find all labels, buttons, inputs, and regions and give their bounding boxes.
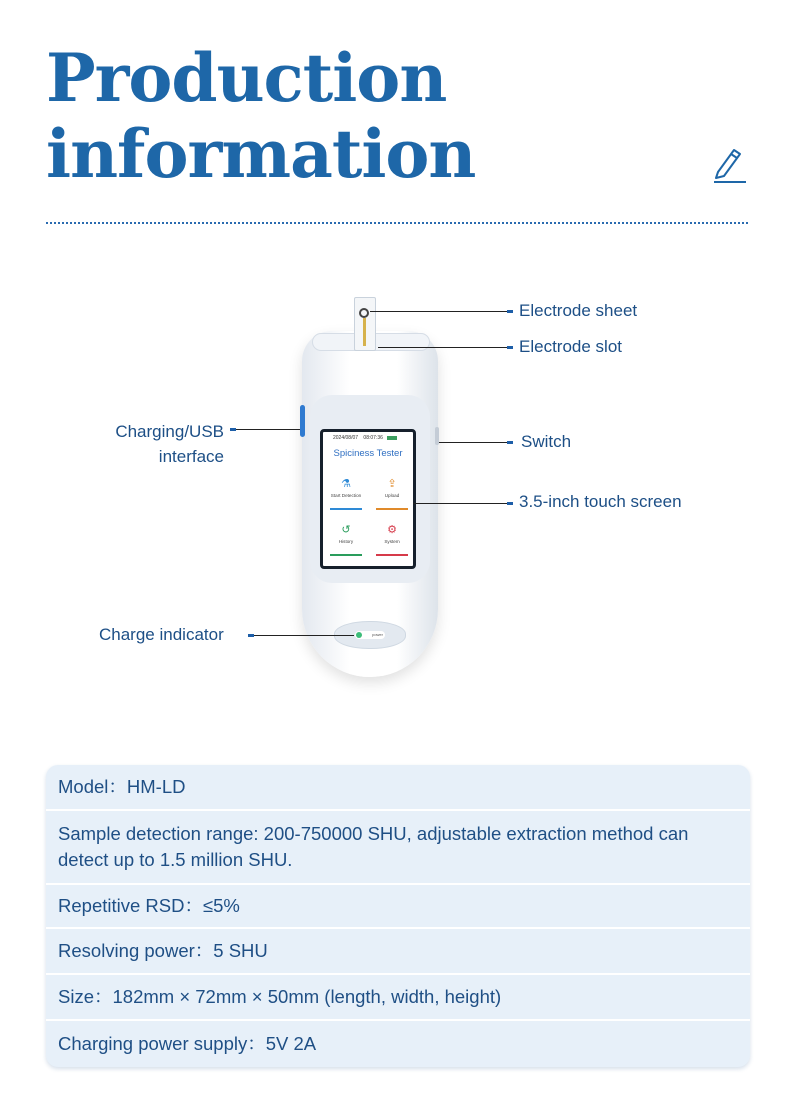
leader-charge-indicator [254, 635, 354, 636]
usb-port [300, 405, 305, 437]
spec-power-supply: Charging power supply：5V 2A [46, 1019, 750, 1067]
screen-status-bar [333, 435, 409, 441]
spec-size: Size：182mm × 72mm × 50mm (length, width, height) [46, 973, 750, 1019]
spec-detection-range: Sample detection range: 200-750000 SHU, adjustable extraction method can detect up to 1.5 million SHU. [46, 809, 750, 883]
leader-electrode-sheet [370, 311, 510, 312]
screen-date: 2024/08/07 [333, 435, 359, 441]
label-switch: Switch [521, 432, 572, 451]
electrode-strip [354, 297, 376, 351]
title-line-1: Production [46, 39, 447, 117]
leader-switch [439, 442, 510, 443]
label-electrode-slot: Electrode slot [519, 337, 622, 356]
tile-underline [376, 554, 408, 556]
battery-icon [387, 436, 397, 440]
device-illustration [290, 295, 450, 685]
tile-underline [330, 554, 362, 556]
label-touch-screen: 3.5-inch touch screen [519, 492, 682, 511]
spec-repetitive-rsd: Repetitive RSD：≤5% [46, 883, 750, 927]
leader-end [507, 310, 513, 313]
title-line-2: information [46, 115, 476, 193]
spec-resolving-power: Resolving power：5 SHU [46, 927, 750, 973]
tile-start-detection [327, 472, 365, 512]
history-icon: ↺ [341, 524, 351, 536]
spec-model: Model：HM-LD [58, 776, 186, 797]
electrode-trace [363, 318, 366, 346]
section-divider [46, 222, 748, 224]
leader-charging-usb [236, 429, 300, 430]
tile-label: System [384, 539, 400, 544]
label-charging-usb [104, 419, 224, 469]
tile-underline [376, 508, 408, 510]
leader-end [507, 346, 513, 349]
upload-icon: ⇪ [387, 478, 397, 490]
label-charging-usb-line2: interface [158, 447, 224, 466]
leader-touch-screen [413, 503, 510, 504]
tile-upload [373, 472, 411, 512]
spec-table [46, 765, 750, 1067]
device-screen [320, 429, 416, 569]
tile-system [373, 518, 411, 558]
tile-label: Start Detection [330, 493, 362, 498]
electrode-contact [359, 308, 369, 318]
tile-history [327, 518, 365, 558]
tile-label: Upload [384, 493, 400, 498]
screen-time: 08:07:36 [363, 435, 383, 441]
label-charging-usb-line1: Charging/USB [115, 422, 224, 441]
page-title [46, 40, 475, 192]
leader-electrode-slot [378, 347, 510, 348]
flask-icon: ⚗ [341, 478, 351, 490]
pencil-edit-icon [710, 144, 748, 184]
gear-icon: ⚙ [387, 524, 397, 536]
leader-end [507, 502, 513, 505]
charge-led: power [355, 631, 385, 639]
label-charge-indicator: Charge indicator [99, 625, 224, 644]
tile-label: History [338, 539, 354, 544]
screen-app-title: Spiciness Tester [333, 448, 403, 459]
leader-end [507, 441, 513, 444]
label-electrode-sheet: Electrode sheet [519, 301, 638, 320]
tile-underline [330, 508, 362, 510]
